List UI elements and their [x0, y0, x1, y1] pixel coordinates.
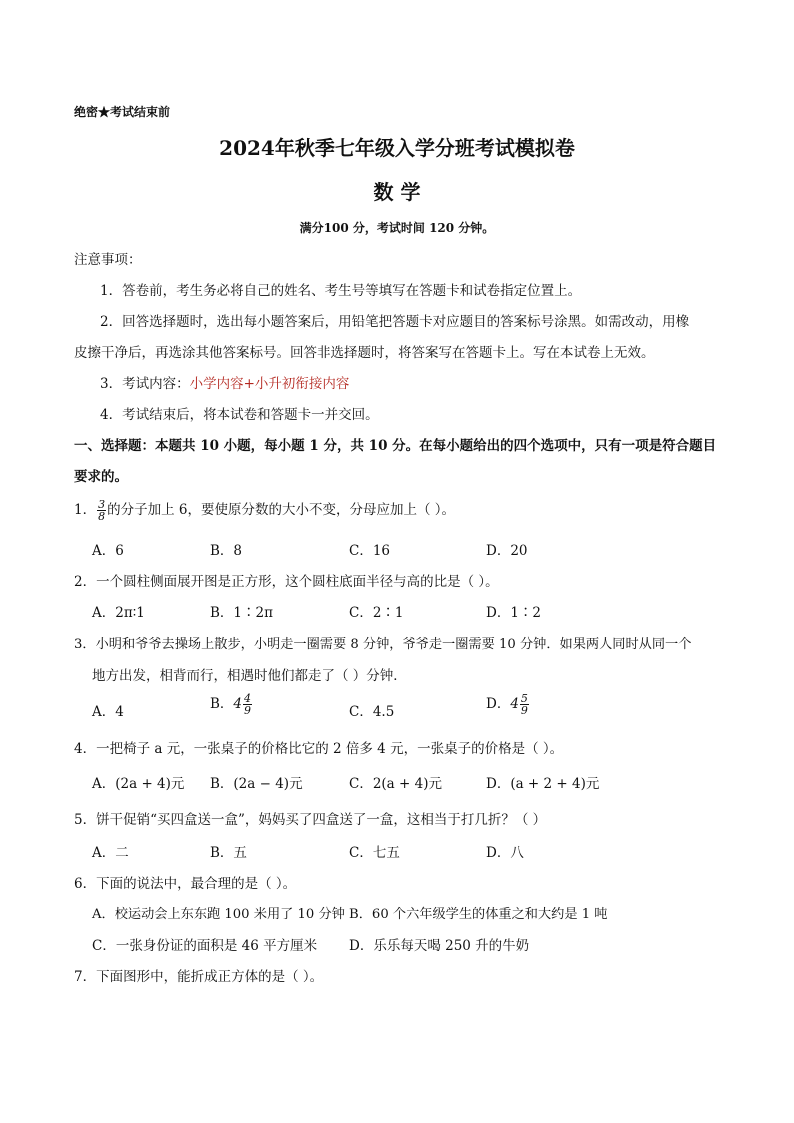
note-3-content: 小学内容+小升初衔接内容 [189, 376, 350, 392]
question-2: 2．一个圆柱侧面展开图是正方形，这个圆柱底面半径与高的比是（ ）。 [74, 574, 499, 590]
q5-option-a: A．二 [92, 845, 129, 861]
question-1-text: 的分子加上 6，要使原分数的大小不变，分母应加上（ ）。 [107, 502, 456, 518]
exam-title: 2024年秋季七年级入学分班考试模拟卷 [219, 136, 575, 160]
q2-option-d: D．1∶2 [486, 605, 542, 621]
fraction-numerator: 3 [98, 498, 106, 511]
q3-option-b-label: B． [210, 696, 234, 712]
q3-option-b-whole: 4 [233, 696, 243, 712]
q3-option-d-fraction [520, 693, 529, 716]
q6-option-c: C．一张身份证的面积是 46 平方厘米 [92, 938, 318, 954]
q3-option-d-label: D． [486, 696, 511, 712]
note-1: 1．答卷前，考生务必将自己的姓名、考生号等填写在答题卡和试卷指定位置上。 [100, 283, 582, 299]
fraction-denominator: 8 [98, 510, 106, 523]
notes-heading: 注意事项： [74, 252, 142, 268]
question-3-line-2: 地方出发，相背而行，相遇时他们都走了（ ）分钟． [92, 668, 407, 684]
q1-option-b: B．8 [210, 543, 243, 559]
q1-option-a: A．6 [92, 543, 124, 559]
q2-option-a: A．2π∶1 [92, 605, 145, 621]
note-3 [100, 372, 349, 392]
note-3-label: 3．考试内容： [100, 376, 190, 392]
q3-option-b [210, 692, 253, 716]
q6-options-a-b: A．校运动会上东东跑 100 米用了 10 分钟 B．60 个六年级学生的体重之和大约是 1 吨 [92, 907, 608, 922]
fraction-denominator: 9 [244, 704, 252, 717]
q3-option-d [486, 692, 530, 716]
q4-option-a: A．(2a + 4)元 [92, 776, 185, 792]
q5-option-b: B．五 [210, 845, 247, 861]
note-2-line-2: 皮擦干净后，再选涂其他答案标号。回答非选择题时，将答案写在答题卡上。写在本试卷上无效。 [74, 345, 655, 361]
question-6: 6．下面的说法中，最合理的是（ ）。 [74, 876, 297, 892]
question-4: 4．一把椅子 a 元，一张桌子的价格比它的 2 倍多 4 元，一张桌子的价格是（ ）。 [74, 741, 564, 757]
note-2-line-1: 2．回答选择题时，选出每小题答案后，用铅笔把答题卡对应题目的答案标号涂黑。如需改动，用橡 [100, 314, 690, 330]
q1-option-c: C．16 [349, 543, 391, 559]
section-1-heading-line-2: 要求的。 [74, 469, 128, 485]
q4-option-c: C．2(a + 4)元 [349, 776, 442, 792]
fraction-numerator: 4 [244, 692, 252, 705]
q4-option-b: B．(2a − 4)元 [210, 776, 303, 792]
q2-option-c: C．2∶1 [349, 605, 404, 621]
q5-option-d: D．八 [486, 845, 524, 861]
question-5: 5．饼干促销“买四盒送一盒”，妈妈买了四盒送了一盒，这相当于打几折？（ ） [74, 812, 547, 828]
full-score-info: 满分100 分，考试时间 120 分钟。 [299, 221, 495, 235]
question-7: 7．下面图形中，能折成正方体的是（ ）。 [74, 969, 324, 985]
q3-option-c: C．4.5 [349, 704, 395, 720]
question-1-number: 1． [74, 502, 97, 518]
q2-option-b: B．1∶2π [210, 605, 273, 621]
q6-option-d: D．乐乐每天喝 250 升的牛奶 [349, 938, 530, 954]
q5-option-c: C．七五 [349, 845, 400, 861]
question-3-line-1: 3．小明和爷爷去操场上散步，小明走一圈需要 8 分钟，爷爷走一圈需要 10 分钟．如果两人同时从同一个 [74, 637, 692, 652]
section-1-heading-line-1: 一、选择题：本题共 10 小题，每小题 1 分，共 10 分。在每小题给出的四个选项中，只有一项是符合题目 [74, 438, 717, 454]
note-4: 4．考试结束后，将本试卷和答题卡一并交回。 [100, 407, 379, 423]
q1-option-d: D．20 [486, 543, 528, 559]
q3-option-d-whole: 4 [510, 696, 519, 712]
fraction-numerator: 5 [520, 692, 528, 705]
question-1 [74, 498, 455, 522]
q4-option-d: D．(a + 2 + 4)元 [486, 776, 600, 792]
q3-option-b-fraction [243, 693, 252, 716]
confidential-label: 绝密★考试结束前 [74, 105, 171, 119]
subject-title: 数 学 [373, 180, 421, 204]
fraction-denominator: 9 [520, 704, 528, 717]
q3-option-a: A．4 [92, 704, 124, 720]
fraction-3-8 [97, 499, 106, 522]
